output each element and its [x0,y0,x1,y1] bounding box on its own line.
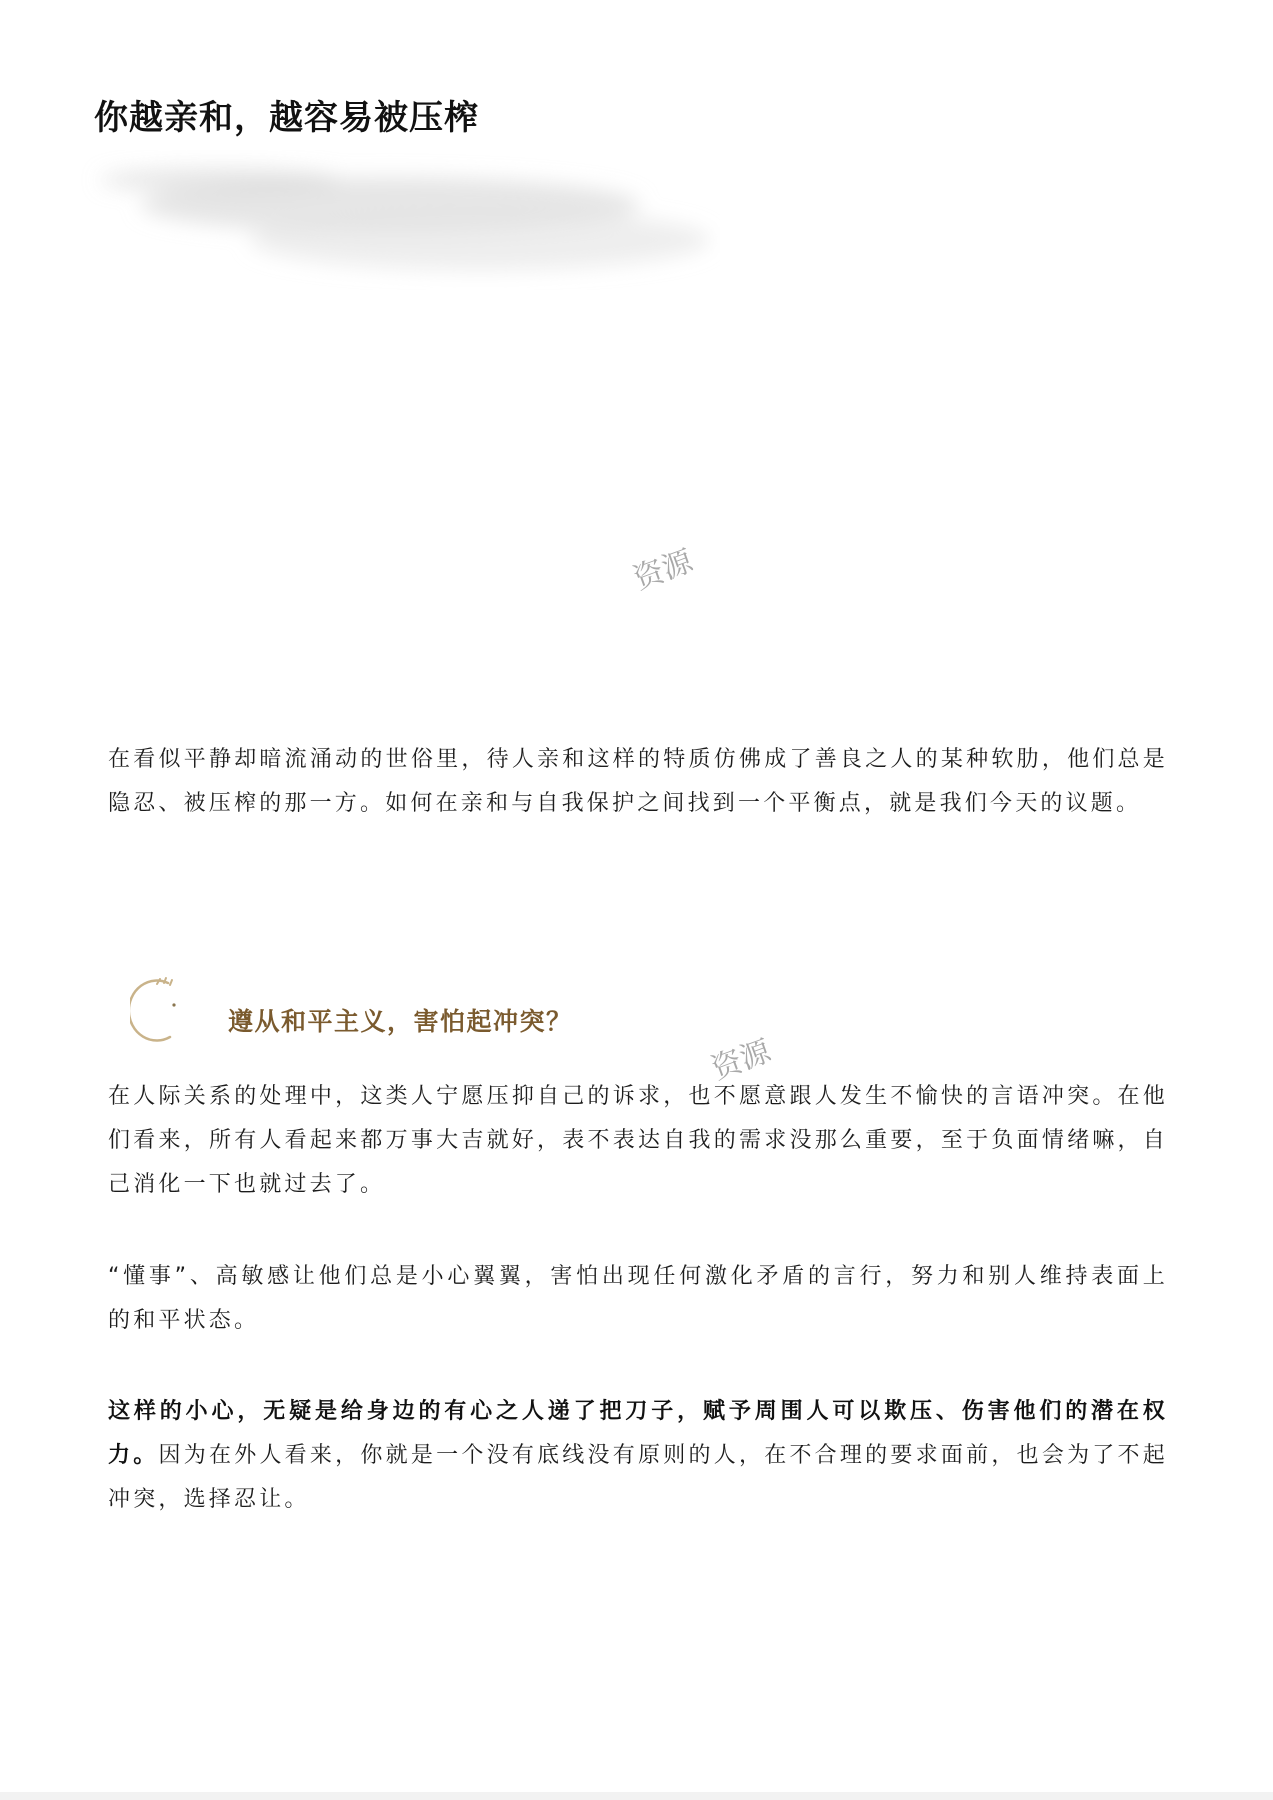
page-bottom-edge [0,1792,1273,1800]
intro-paragraph: 在看似平静却暗流涌动的世俗里，待人亲和这样的特质仿佛成了善良之人的某种软肋，他们总是隐忍、被压榨的那一方。如何在亲和与自我保护之间找到一个平衡点，就是我们今天的议题。 [108,747,1168,816]
body-paragraph: 在人际关系的处理中，这类人宁愿压抑自己的诉求，也不愿意跟人发生不愉快的言语冲突。在他们看来，所有人看起来都万事大吉就好，表不表达自我的需求没那么重要，至于负面情绪嘛，自己消化一下也就过去了。 [108,1084,1168,1197]
blurred-image [60,150,720,290]
body-paragraph: “懂事”、高敏感让他们总是小心翼翼，害怕出现任何激化矛盾的言行，努力和别人维持表面上的和平状态。 [108,1264,1168,1333]
emphasis-text: 这样的小心，无疑是给身边的有心之人递了把刀子，赋予周围人可以欺压、伤害他们的潜在权力。 [108,1399,1168,1468]
moon-leaf-icon [130,975,190,1045]
closing-text: 因为在外人看来，你就是一个没有底线没有原则的人，在不合理的要求面前，也会为了不起冲突，选择忍让。 [108,1443,1168,1512]
watermark: 资源 [707,1033,776,1087]
watermark: 资源 [629,543,698,597]
article-title: 你越亲和，越容易被压榨 [94,98,479,138]
emphasis-paragraph [108,1390,1168,1522]
section-heading: 遵从和平主义，害怕起冲突？ [228,1007,573,1036]
